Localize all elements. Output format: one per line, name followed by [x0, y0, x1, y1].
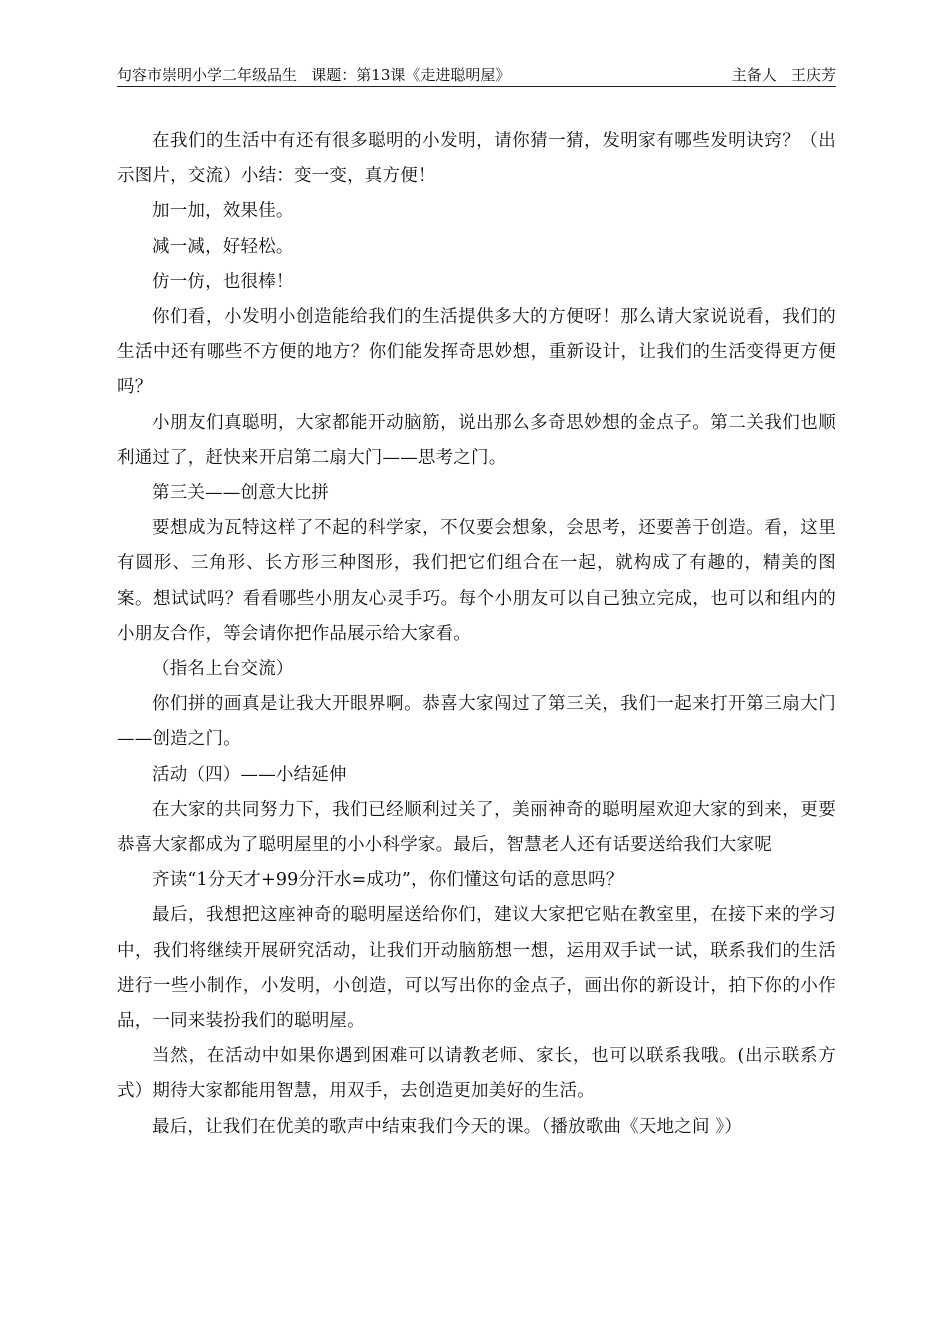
paragraph-convenience: 你们看，小发明小创造能给我们的生活提供多大的方便呀！那么请大家说说看，我们的生活中还有哪些不方便的地方？你们能发挥奇思妙想，重新设计，让我们的生活变得更方便吗？	[117, 307, 836, 398]
paragraph-recitation: 齐读“1分天才+99分汗水=成功”，你们懂这句话的意思吗？	[152, 870, 624, 891]
paragraph-contact: 当然，在活动中如果你遇到困难可以请教老师、家长，也可以联系我哦。(出示联系方式）期待大家都能用智慧，用双手，去创造更加美好的生活。	[117, 1046, 836, 1102]
document-body	[117, 124, 836, 1145]
paragraph-add: 加一加，效果佳。	[152, 201, 294, 222]
paragraph-subtract: 减一减，好轻松。	[152, 236, 294, 257]
paragraph-shapes-activity: 要想成为瓦特这样了不起的科学家，不仅要会想象，会思考，还要善于创造。看，这里有圆形、三角形、长方形三种图形，我们把它们组合在一起，就构成了有趣的，精美的图案。想试试吗？看看哪些小朋友心灵手巧。每个小朋友可以自己独立完成，也可以和组内的小朋友合作，等会请你把作品展示给大家看。	[117, 518, 836, 644]
header-course-info: 句容市崇明小学二年级品生 课题：第13课《走进聪明屋》	[117, 66, 511, 84]
section-heading-activity-four: 活动（四）——小结延伸	[152, 764, 347, 785]
paragraph-congratulations: 在大家的共同努力下，我们已经顺利过关了，美丽神奇的聪明屋欢迎大家的到来，更要恭喜大家都成为了聪明屋里的小小科学家。最后，智慧老人还有话要送给我们大家呢	[117, 799, 836, 856]
paragraph-future-activities: 最后，我想把这座神奇的聪明屋送给你们，建议大家把它贴在教室里，在接下来的学习中，我们将继续开展研究活动，让我们开动脑筋想一想，运用双手试一试，联系我们的生活进行一些小制作，小发明，小创造，可以写出你的金点子，画出你的新设计，拍下你的小作品，一同来装扮我们的聪明屋。	[117, 905, 836, 1032]
paragraph-inventions: 在我们的生活中有还有很多聪明的小发明，请你猜一猜，发明家有哪些发明诀窍？（出示图片，交流）小结：变一变，真方便！	[117, 131, 836, 187]
paragraph-third-gate: 你们拼的画真是让我大开眼界啊。恭喜大家闯过了第三关，我们一起来打开第三扇大门——创造之门。	[117, 694, 836, 750]
paragraph-imitate: 仿一仿，也很棒！	[152, 271, 294, 292]
header-author: 主备人 王庆芳	[731, 66, 836, 84]
paragraph-closing-song: 最后，让我们在优美的歌声中结束我们今天的课。（播放歌曲《天地之间 》）	[152, 1116, 743, 1137]
section-heading-level-three: 第三关——创意大比拼	[152, 483, 329, 504]
page-header	[117, 64, 836, 87]
paragraph-second-gate: 小朋友们真聪明，大家都能开动脑筋，说出那么多奇思妙想的金点子。第二关我们也顺利通过了，赶快来开启第二扇大门——思考之门。	[117, 412, 836, 468]
paragraph-presentation: （指名上台交流）	[152, 659, 294, 680]
